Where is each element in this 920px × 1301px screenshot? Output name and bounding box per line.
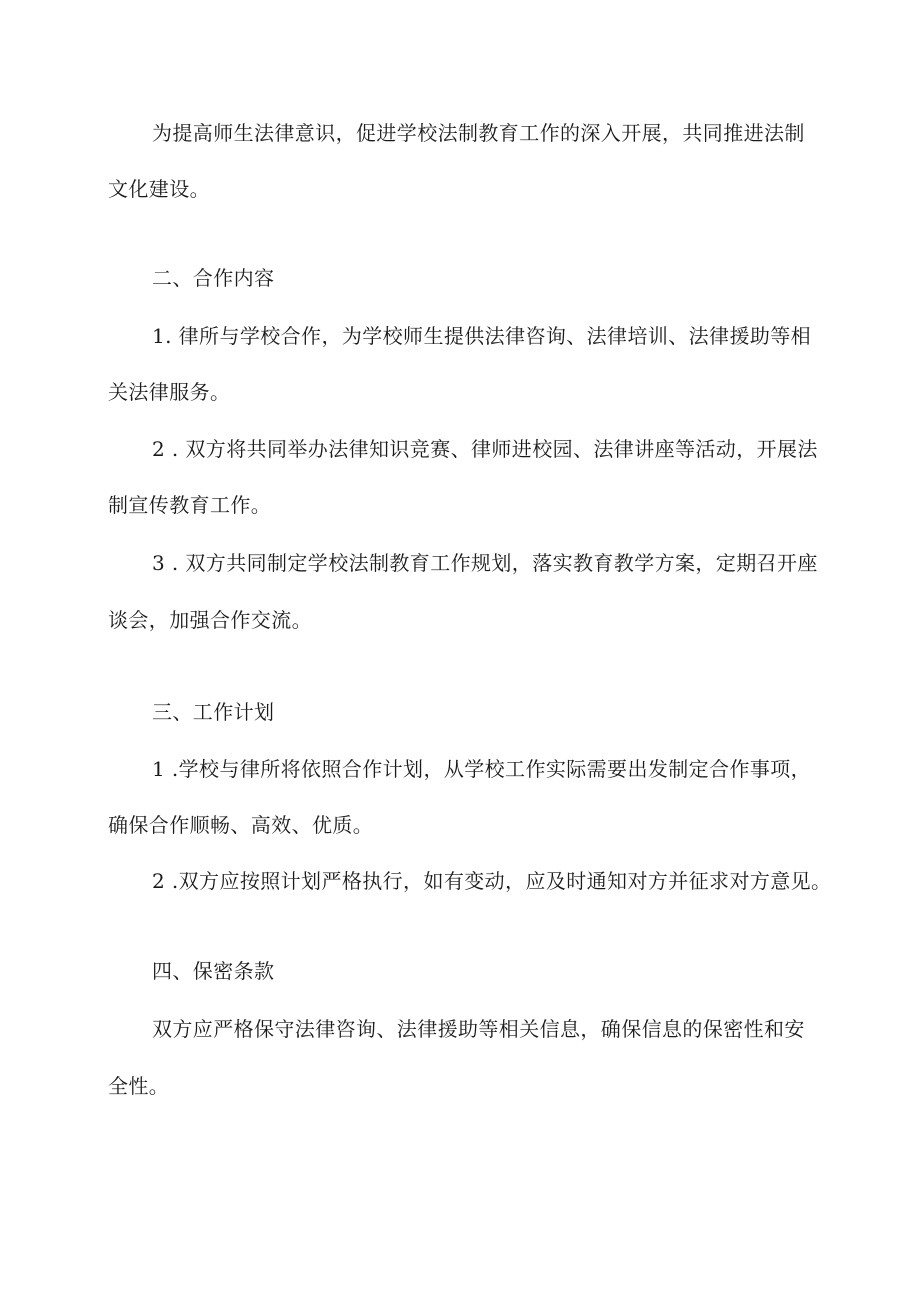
section-3-heading: 三、工作计划 (152, 700, 275, 724)
section-2-item-3-line-2: 谈会，加强合作交流。 (108, 608, 312, 632)
section-2-item-2-line-2: 制宣传教育工作。 (108, 493, 272, 517)
section-4-heading: 四、保密条款 (152, 959, 275, 983)
section-2-item-1-line-1: 1. 律所与学校合作，为学校师生提供法律咨询、法律培训、法律援助等相 (152, 324, 812, 348)
section-4-body-line-1: 双方应严格保守法律咨询、法律援助等相关信息，确保信息的保密性和安 (152, 1017, 805, 1041)
section-2-item-3-line-1: 3 . 双方共同制定学校法制教育工作规划，落实教育教学方案，定期召开座 (152, 551, 818, 575)
intro-paragraph-line-1: 为提高师生法律意识，促进学校法制教育工作的深入开展，共同推进法制 (152, 121, 805, 145)
section-2-heading: 二、合作内容 (152, 266, 275, 290)
section-2-item-1-line-2: 关法律服务。 (108, 380, 231, 404)
section-4-body-line-2: 全性。 (108, 1074, 170, 1098)
section-3-item-2-line-1: 2 .双方应按照计划严格执行，如有变动，应及时通知对方并征求对方意见。 (152, 869, 832, 893)
section-3-item-1-line-2: 确保合作顺畅、高效、优质。 (108, 813, 374, 837)
section-2-item-2-line-1: 2 . 双方将共同举办法律知识竞赛、律师进校园、法律讲座等活动，开展法 (152, 437, 818, 461)
section-3-item-1-line-1: 1 .学校与律所将依照合作计划，从学校工作实际需要出发制定合作事项， (152, 757, 812, 781)
intro-paragraph-line-2: 文化建设。 (108, 177, 210, 201)
